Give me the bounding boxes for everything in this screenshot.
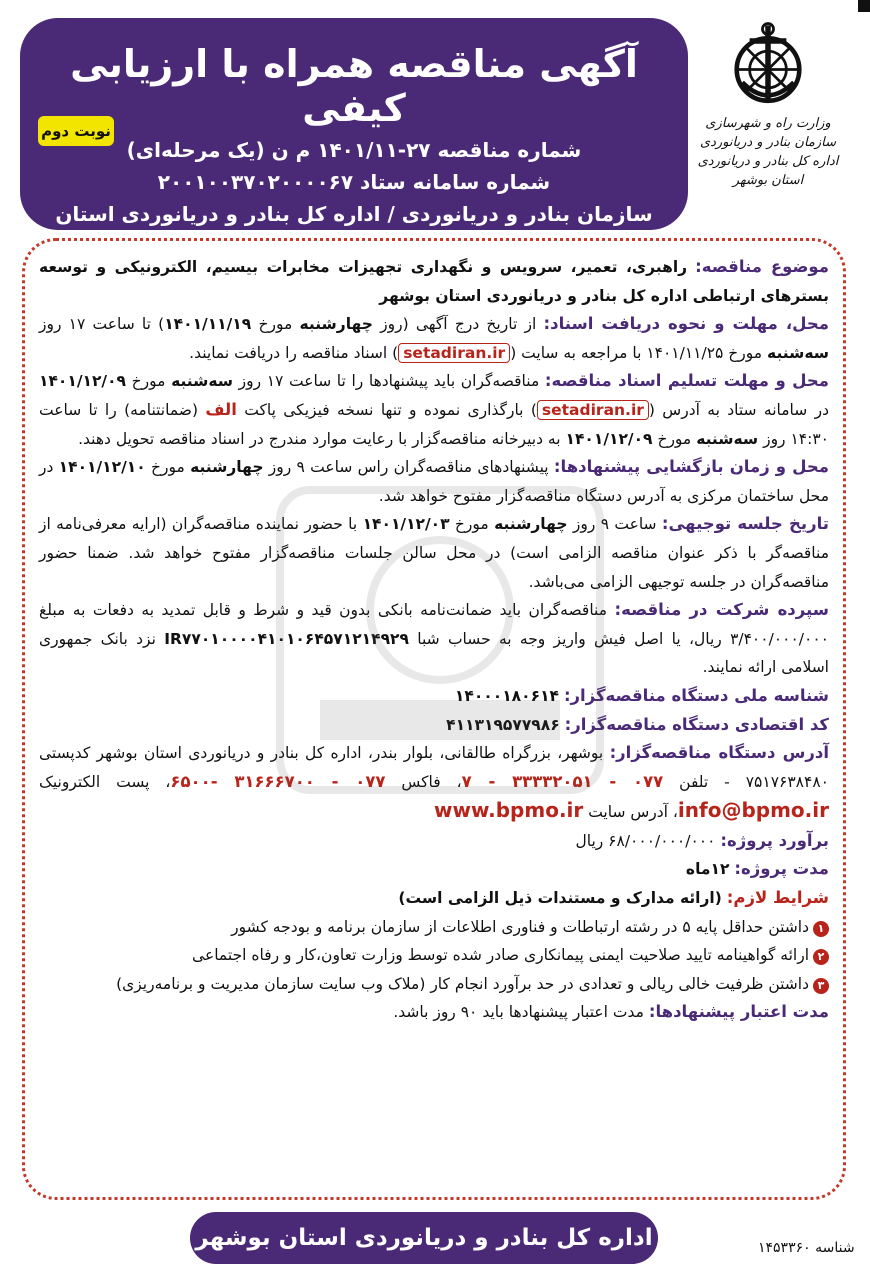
opening-day: چهارشنبه bbox=[190, 458, 264, 477]
duration-value: ۱۲ماه bbox=[685, 860, 730, 879]
opening-label: محل و زمان بازگشایی پیشنهادها: bbox=[553, 457, 829, 477]
estimate-section bbox=[39, 827, 829, 856]
briefing-text: مورخ bbox=[454, 515, 489, 534]
header-banner bbox=[20, 18, 688, 250]
briefing-day: چهارشنبه bbox=[494, 515, 568, 534]
national-id-section bbox=[39, 682, 829, 711]
corner-mark bbox=[858, 0, 870, 12]
subject-text: راهبری، تعمیر، سرویس و نگهداری تجهیزات مخابرات بیسیم، الکترونیکی و توسعه بسترهای ارتباطی اداره کل بنادر و دریانوردی استان بوشهر bbox=[39, 258, 829, 305]
briefing-text: با حضور نماینده مناقصه‌گران (ارایه معرفی‌نامه از مناقصه‌گر با ذکر عنوان مناقصه الزامی است) در محل سالن جلسات مناقصه‌گزار مفتوح خواهد شد. ضمنا حضور مناقصه‌گران در جلسه توجیهی الزامی می‌باشد. bbox=[39, 515, 829, 591]
duration-label: مدت پروژه: bbox=[734, 859, 829, 879]
logo-line-2: سازمان بنادر و دریانوردی bbox=[699, 135, 837, 150]
email-label: ، پست الکترونیک bbox=[39, 772, 171, 791]
condition-item bbox=[39, 913, 829, 942]
deposit-label: سپرده شرکت در مناقصه: bbox=[614, 600, 830, 620]
briefing-text: ساعت ۹ روز bbox=[572, 515, 657, 534]
economic-code-section bbox=[39, 711, 829, 740]
logo-line-3: اداره کل بنادر و دریانوردی استان بوشهر bbox=[697, 154, 839, 188]
email-link[interactable]: info@bpmo.ir bbox=[677, 798, 829, 823]
documents-text: مورخ bbox=[258, 315, 293, 334]
deposit-text: مناقصه‌گران باید ضمانت‌نامه بانکی بدون قید و شرط و قابل تمدید به دفعات به مبلغ ۳/۴۰۰/۰۰۰/۰۰۰ ریال، یا اصل فیش واریز وجه به حساب شبا bbox=[39, 601, 829, 648]
envelope-alef: الف bbox=[205, 399, 237, 419]
website-link[interactable]: www.bpmo.ir bbox=[433, 798, 584, 823]
submission-date: ۱۴۰۱/۱۲/۰۹ bbox=[39, 372, 127, 391]
condition-number: ۲ bbox=[813, 949, 829, 965]
footer-banner: اداره کل بنادر و دریانوردی استان بوشهر bbox=[190, 1212, 658, 1264]
condition-number: ۳ bbox=[813, 978, 829, 994]
setad-site-link[interactable]: setadiran.ir bbox=[537, 400, 649, 420]
anchor-wheel-icon bbox=[722, 18, 814, 110]
notice-title: آگهی مناقصه همراه با ارزیابی کیفی bbox=[70, 42, 638, 130]
deposit-text: نزد بانک جمهوری اسلامی ارائه نمایند. bbox=[39, 629, 829, 677]
organization-line: سازمان بنادر و دریانوردی / اداره کل بنادر و دریانوردی استان بوشهر bbox=[55, 202, 653, 250]
documents-date: ۱۴۰۱/۱۱/۱۹ bbox=[164, 315, 252, 334]
site-label: ، آدرس سایت bbox=[588, 803, 678, 822]
duration-section bbox=[39, 855, 829, 884]
phone-number: ۰۷۷ - ۳۳۳۳۲۰۵۱ - ۷ bbox=[461, 771, 664, 791]
briefing-section bbox=[39, 510, 829, 596]
conditions-note: (ارائه مدارک و مستندات ذیل الزامی است) bbox=[398, 889, 722, 908]
submission-text: ) بارگذاری نموده و تنها نسخه فیزیکی پاکت bbox=[244, 400, 537, 419]
subject-section bbox=[39, 253, 829, 310]
documents-text: ) تا ساعت ۱۷ روز bbox=[39, 315, 165, 334]
condition-item bbox=[39, 970, 829, 999]
national-id: ۱۴۰۰۰۱۸۰۶۱۴ bbox=[454, 686, 559, 705]
second-round-badge: نوبت دوم bbox=[38, 116, 114, 146]
address-label: آدرس دستگاه مناقصه‌گزار: bbox=[609, 743, 829, 763]
estimate-label: برآورد پروژه: bbox=[720, 830, 829, 850]
validity-label: مدت اعتبار پیشنهادها: bbox=[648, 1002, 829, 1022]
opening-date: ۱۴۰۱/۱۲/۱۰ bbox=[58, 458, 146, 477]
briefing-label: تاریخ جلسه توجیهی: bbox=[661, 514, 829, 534]
subject-label: موضوع مناقصه: bbox=[695, 257, 829, 276]
submission-label: محل و مهلت تسلیم اسناد مناقصه: bbox=[544, 371, 829, 391]
submission-text: مورخ bbox=[131, 372, 166, 391]
submission-text: مناقصه‌گران باید پیشنهادها را تا ساعت ۱۷ روز bbox=[238, 372, 540, 391]
notice-body bbox=[22, 238, 846, 1200]
economic-code-label: کد اقتصادی دستگاه مناقصه‌گزار: bbox=[564, 714, 829, 734]
submission-text: (ضمانتنامه) را تا ساعت ۱۴:۳۰ روز bbox=[39, 400, 829, 448]
logo-line-1: وزارت راه و شهرسازی bbox=[705, 116, 831, 131]
notice-code: شناسه ۱۴۵۳۳۶۰ bbox=[758, 1240, 855, 1256]
opening-text: در محل ساختمان مرکزی به آدرس دستگاه مناقصه‌گزار مفتوح خواهد شد. bbox=[39, 458, 829, 505]
submission-text: مورخ bbox=[657, 429, 692, 448]
condition-text: داشتن حداقل پایه ۵ در رشته ارتباطات و فناوری اطلاعات از سازمان برنامه و بودجه کشور bbox=[231, 917, 809, 936]
validity-section bbox=[39, 998, 829, 1027]
documents-text: ) اسناد مناقصه را دریافت نمایند. bbox=[189, 343, 399, 362]
conditions-section bbox=[39, 884, 829, 913]
tender-number: شماره مناقصه ۲۷-۱۴۰۱/۱۱ م ن (یک مرحله‌ای) bbox=[126, 138, 582, 162]
deposit-iban: IR۷۷۰۱۰۰۰۰۴۱۰۱۰۶۴۵۷۱۲۱۴۹۲۹ bbox=[164, 629, 409, 648]
documents-text: مورخ ۱۴۰۱/۱۱/۲۵ با مراجعه به سایت ( bbox=[510, 343, 763, 362]
condition-number: ۱ bbox=[813, 921, 829, 937]
documents-label: محل، مهلت و نحوه دریافت اسناد: bbox=[543, 314, 829, 334]
submission-date: ۱۴۰۱/۱۲/۰۹ bbox=[565, 429, 653, 448]
briefing-date: ۱۴۰۱/۱۲/۰۳ bbox=[362, 515, 450, 534]
documents-text: از تاریخ درج آگهی (روز bbox=[380, 315, 537, 334]
deposit-section bbox=[39, 596, 829, 682]
documents-day: چهارشنبه bbox=[299, 315, 373, 334]
conditions-label: شرایط لازم: bbox=[726, 888, 829, 908]
national-id-label: شناسه ملی دستگاه مناقصه‌گزار: bbox=[563, 685, 829, 705]
setad-site-link[interactable]: setadiran.ir bbox=[398, 343, 510, 363]
opening-section bbox=[39, 453, 829, 510]
opening-text: پیشنهادهای مناقصه‌گران راس ساعت ۹ روز bbox=[268, 458, 549, 477]
submission-day: سه‌شنبه bbox=[696, 429, 759, 448]
ministry-logo bbox=[688, 18, 848, 228]
submission-text: در سامانه ستاد به آدرس ( bbox=[648, 400, 829, 419]
economic-code: ۴۱۱۳۱۹۵۷۷۹۸۶ bbox=[446, 715, 560, 734]
fax-number: ۰۷۷ - ۳۱۶۶۶۷۰۰ -۶۵۰۰ bbox=[170, 771, 386, 791]
condition-item bbox=[39, 941, 829, 970]
fax-label: ، فاکس bbox=[401, 772, 462, 791]
condition-text: ارائه گواهینامه تایید صلاحیت ایمنی پیمانکاری صادر شده توسط وزارت تعاون،کار و رفاه اجتماعی bbox=[192, 946, 809, 965]
estimate-value: ۶۸/۰۰۰/۰۰۰/۰۰۰ ریال bbox=[575, 831, 716, 850]
address-text: بوشهر، بزرگراه طالقانی، بلوار بندر، اداره کل بنادر و دریانوردی استان بوشهر کدپستی ۷۵۱۷۶۳۸۴۸۰ - تلفن bbox=[39, 744, 829, 791]
documents-section bbox=[39, 310, 829, 367]
address-section bbox=[39, 739, 829, 827]
submission-day: سه‌شنبه bbox=[171, 372, 234, 391]
validity-text: مدت اعتبار پیشنهادها باید ۹۰ روز باشد. bbox=[393, 1003, 644, 1022]
documents-day: سه‌شنبه bbox=[767, 343, 829, 362]
submission-section bbox=[39, 367, 829, 453]
condition-text: داشتن ظرفیت خالی ریالی و تعدادی در حد برآورد انجام کار (ملاک وب سایت سازمان مدیریت و برنامه‌ریزی) bbox=[116, 974, 809, 993]
submission-text: به دبیرخانه مناقصه‌گزار با رعایت موارد مندرج در اسناد مناقصه تحویل دهند. bbox=[78, 429, 561, 448]
setad-number: شماره سامانه ستاد ۲۰۰۱۰۰۳۷۰۲۰۰۰۰۶۷ bbox=[157, 170, 551, 194]
opening-text: مورخ bbox=[150, 458, 185, 477]
